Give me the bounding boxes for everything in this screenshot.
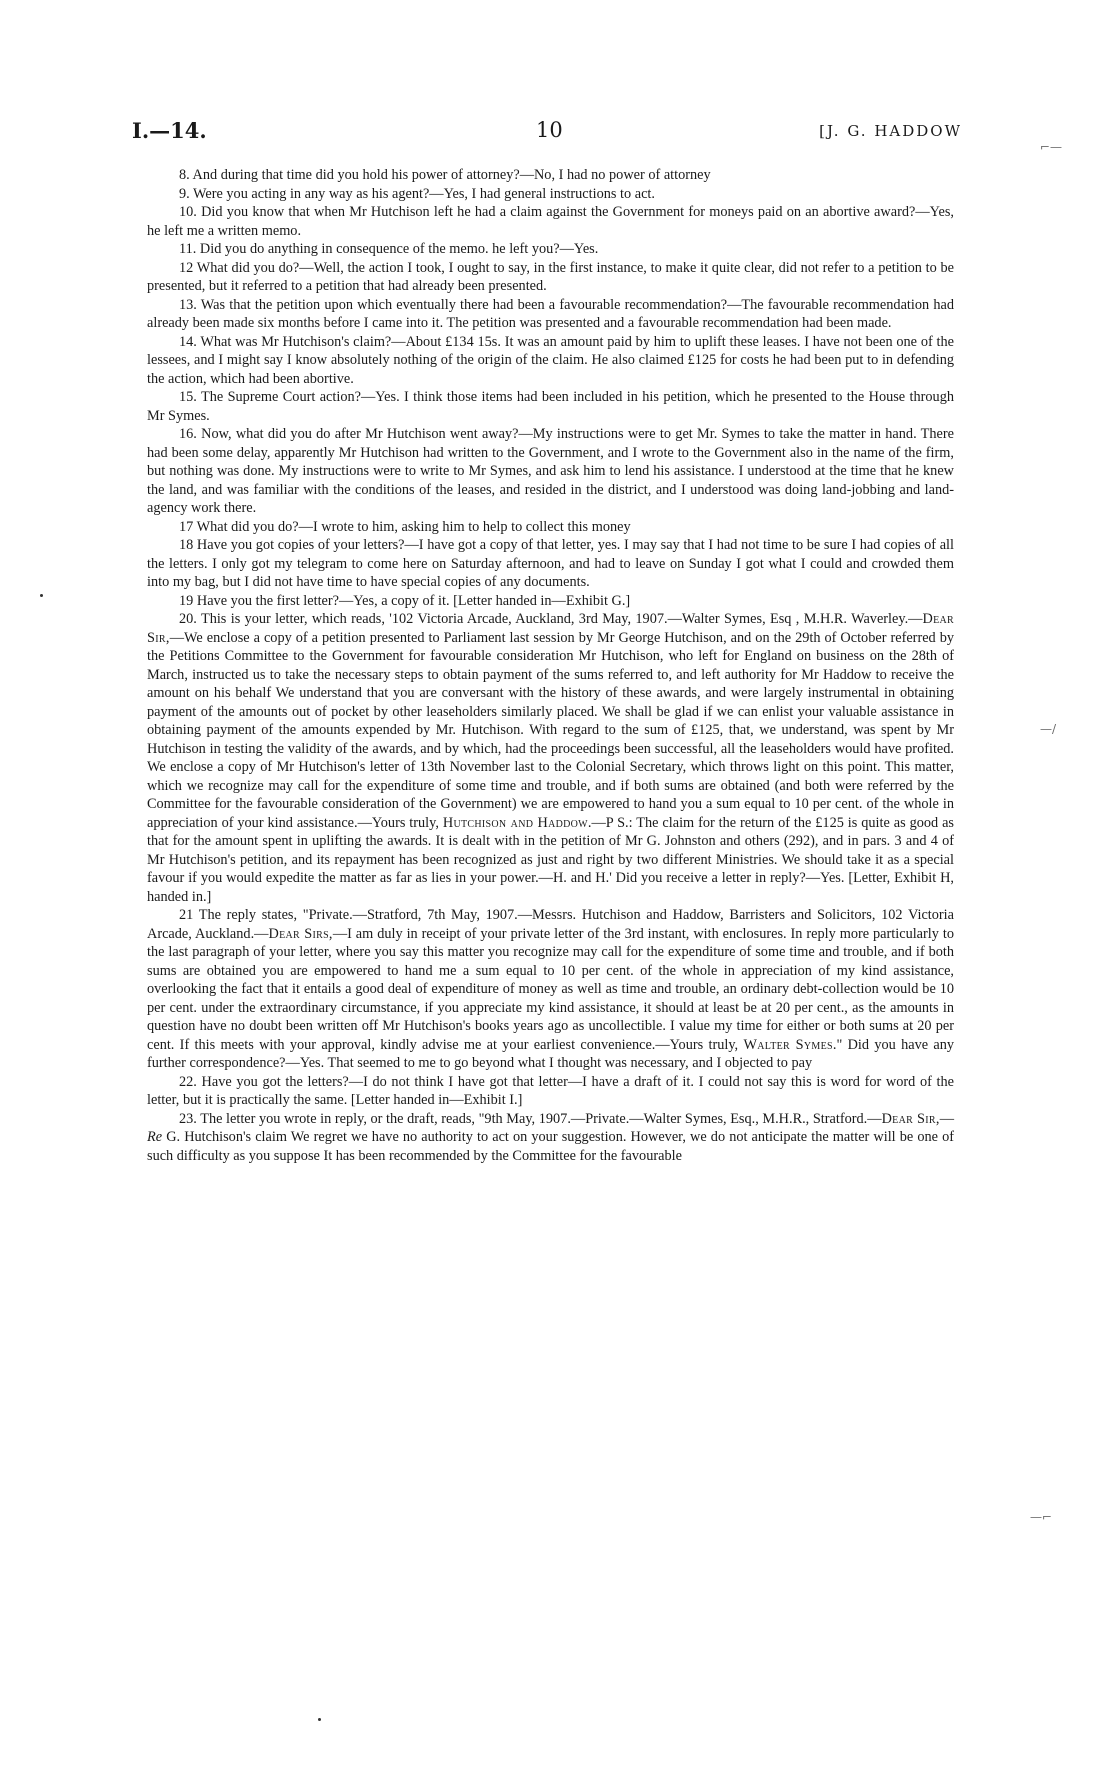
testimony-body [147, 166, 954, 1165]
text-run: —I am duly in receipt of your private letter of the 3rd instant, with enclosures. In reply more particularly to the last paragraph of your letter, where you say this matter you recognize may call for the expenditure of some time and trouble, and if both sums are obtained you are empowered to hand me a sum equal to 10 per cent. of the whole in appreciation of my kind assistance, overlooking the fact that it entails a good deal of expenditure of money as well as time and trouble, an ordinary debt-collection would be 10 per cent. under the extraordinary circumstance, if you appreciate my kind assistance, it should at least be at 20 per cent., as the amounts in question have no doubt been written off Mr Hutchison's books years ago as uncollectible. I value my time for either or both sums at 20 per cent. If this meets with your approval, kindly advise me at your earliest convenience.—Yours truly, [147, 925, 954, 1053]
question-paragraph: 14. What was Mr Hutchison's claim?—About £134 15s. It was an amount paid by him to uplift these leases. I have not been one of the lessees, and I might say I know absolutely nothing of the origin of the claim. He also claimed £125 for costs he had been put to in defending the action, which had been abortive. [147, 333, 954, 387]
letter-paragraph-23 [147, 1110, 954, 1166]
speck-mark [40, 594, 43, 597]
text-run: G. Hutchison's claim We regret we have no authority to act on your suggestion. However, we do not anticipate the matter will be one of such difficulty as you suppose It has been recommended by the Committee for the favourable [147, 1129, 954, 1164]
text-run: ." Did you have any further correspondence?—Yes. That seemed to me to go beyond what I thought was necessary, and I objected to pay [147, 1036, 955, 1071]
re-italic: Re [147, 1129, 163, 1145]
question-paragraph: 11. Did you do anything in consequence of the memo. he left you?—Yes. [179, 241, 599, 257]
paper-reference: I.—14. [132, 118, 207, 143]
question-paragraph: 8. And during that time did you hold his power of attorney?—No, I had no power of attorney [179, 167, 711, 183]
text-run: 21 The reply states, "Private.—Stratford, 7th May, 1907.—Messrs. Hutchison and Haddow, Barristers and Solicitors, 102 Victoria Arcade, Auckland.— [147, 907, 954, 942]
question-paragraph: 18 Have you got copies of your letters?—I have got a copy of that letter, yes. I may say that I had not time to be sure I had copies of all the letters. I only got my telegram to come here on Saturday afternoon, and had to leave on Sunday I got what I could and crowded them into my bag, but I did not have time to have special copies of any documents. [147, 537, 954, 590]
letter-paragraph-20 [147, 610, 954, 906]
text-run: — [939, 1110, 955, 1127]
text-run: 23. The letter you wrote in reply, or the draft, reads, "9th May, 1907.—Private.—Walter Symes, Esq., M.H.R., Stratford.— [179, 1110, 882, 1127]
question-paragraph: 16. Now, what did you do after Mr Hutchison went away?—My instructions were to get Mr. Symes to take the matter in hand. There had been some delay, apparently Mr Hutchison had written to the Government, and I wrote to the Government also in the name of the firm, but nothing was done. My instructions were to write to Mr Symes, and ask him to lend his assistance. I understood at the time that he knew the land, and was familiar with the conditions of the leases, and resided in the district, and I understood was doing land-jobbing and land-agency work there. [147, 426, 954, 516]
speck-mark [318, 1718, 321, 1721]
question-paragraph: 13. Was that the petition upon which eventually there had been a favourable recommendation?—The favourable recommendation had already been made six months before I came into it. The petition was presented and a favourable recommendation had been made. [147, 296, 954, 331]
margin-mark-icon: —⌐ [1030, 1510, 1053, 1524]
question-paragraph: 17 What did you do?—I wrote to him, asking him to help to collect this money [179, 518, 631, 535]
signature: Walter Symes [743, 1036, 833, 1053]
salutation: Dear Sirs, [268, 925, 333, 942]
text-run: —We enclose a copy of a petition presented to Parliament last session by Mr George Hutchison, and on the 29th of October referred by the Petitions Committee to the Government for favourable consideration Mr Hutchison, who left for England on business on the 28th of March, instructed us to take the necessary steps to obtain payment of the sums referred to, and left authority for Mr Haddow to receive the amount on his behalf We understand that you are conversant with the history of these awards, and were largely instrumental in obtaining payment of the amounts out of pocket by other leaseholders similarly placed. We shall be glad if we can enlist your valuable assistance in obtaining payment of the amounts expended by Mr. Hutchison. With regard to the sum of £125, that, we understand, was spent by Mr Hutchison in testing the validity of the awards, and by which, had the proceedings been successful, all the leaseholders would have profited. We enclose a copy of Mr Hutchison's letter of 13th November last to the Colonial Secretary, which throws light on this point. This matter, which we recognize may call for the expenditure of some time and trouble, and if both sums are obtained (and both were referred by the Committee for the favourable consideration of the Government) we are empowered to hand you a sum equal to 10 per cent. of the whole in appreciation of your kind assistance.—Yours truly, [147, 629, 954, 831]
salutation: Dear Sir, [881, 1110, 940, 1127]
salutation: Dear Sir, [147, 611, 954, 646]
margin-mark-icon: —/ [1040, 722, 1057, 736]
question-paragraph: 9. Were you acting in any way as his agent?—Yes, I had general instructions to act. [179, 185, 655, 202]
page-number: 10 [536, 118, 563, 142]
question-paragraph: 15. The Supreme Court action?—Yes. I think those items had been included in his petition, which he presented to the House through Mr Symes. [147, 389, 954, 424]
text-run: .—P S.: The claim for the return of the £125 is quite as good as that for the amount spent in uplifting the awards. It is dealt with in the petition of Mr G. Johnston and others (292), and in pars. 3 and 4 of Mr Hutchison's petition, and its repayment has been recognized as just and right by two different Ministries. We should take it as a special favour if you would expedite the matter as far as lies in your power.—H. and H.' Did you receive a letter in reply?—Yes. [Letter, Exhibit H, handed in.] [147, 814, 954, 905]
question-paragraph: 19 Have you the first letter?—Yes, a copy of it. [Letter handed in—Exhibit G.] [179, 592, 631, 609]
question-paragraph: 12 What did you do?—Well, the action I took, I ought to say, in the first instance, to make it quite clear, did not refer to a petition to be presented, but it referred to a petition that had already been presented. [147, 259, 954, 294]
text-run: 20. This is your letter, which reads, '102 Victoria Arcade, Auckland, 3rd May, 1907.—Walter Symes, Esq , M.H.R. Waverley.— [179, 611, 923, 627]
question-paragraph: 10. Did you know that when Mr Hutchison left he had a claim against the Government for moneys paid on an abortive award?—Yes, he left me a written memo. [147, 204, 954, 239]
letter-paragraph-21 [147, 906, 954, 1073]
question-paragraph: 22. Have you got the letters?—I do not think I have got that letter—I have a draft of it. I could not say this is word for word of the letter, but it is practically the same. [Letter handed in—Exhibit I.] [147, 1073, 954, 1108]
page-header [132, 118, 962, 148]
witness-name: [J. G. HADDOW [819, 122, 962, 140]
margin-mark-icon: ⌐— [1040, 140, 1063, 154]
signature: Hutchison and Haddow [442, 814, 588, 831]
